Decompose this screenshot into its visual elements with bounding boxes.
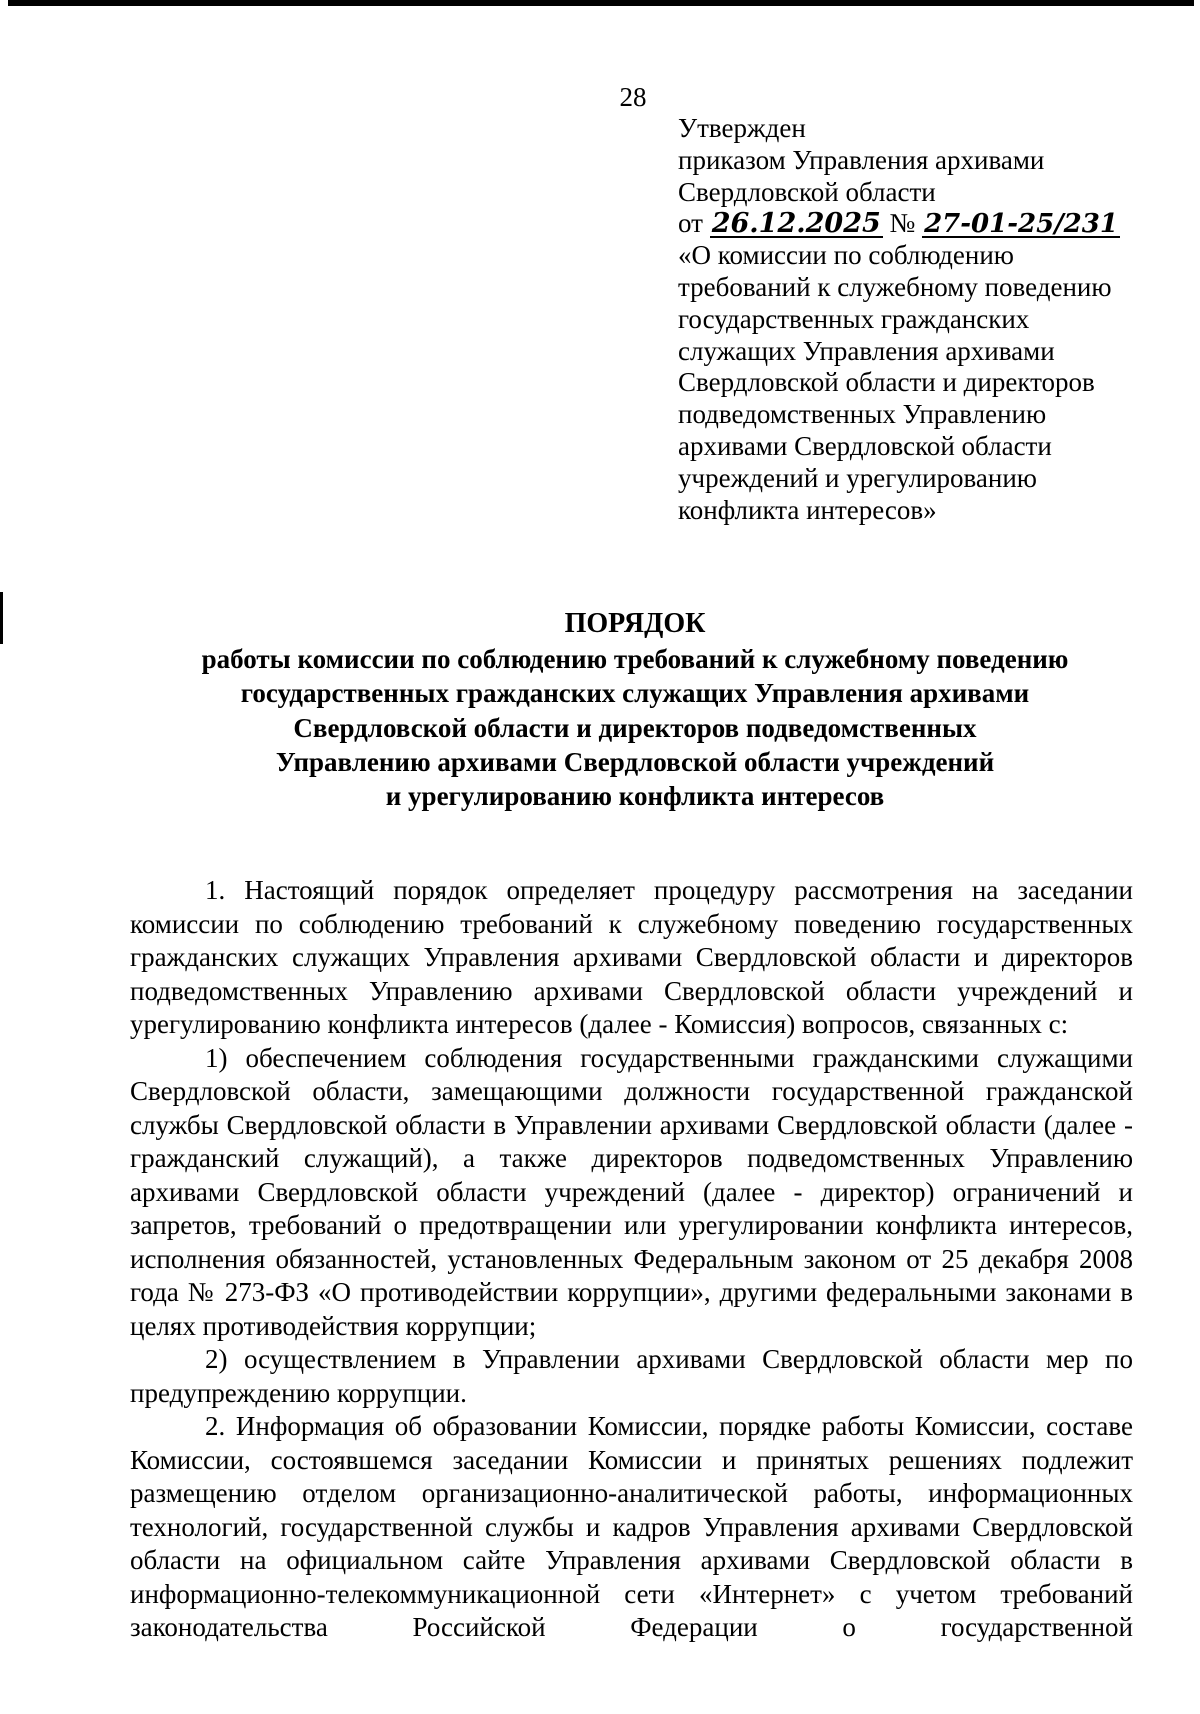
approval-stamp-block [678,113,1158,526]
order-title-line: конфликта интересов» [678,494,937,525]
order-title-line: служащих Управления архивами [678,335,1055,366]
document-body [130,874,1133,1645]
title-subline: Управлению архивами Свердловской области учреждений [275,746,995,777]
handwritten-order-number: 27-01-25/231 [924,209,1118,240]
title-subline: государственных гражданских служащих Управления архивами [240,678,1030,709]
document-title [130,606,1140,813]
date-prefix: от [678,208,703,239]
paragraph-2: 2. Информация об образовании Комиссии, порядке работы Комиссии, составе Комиссии, состоявшемся заседании Комиссии и принятых решениях подлежит размещению отделом организационно-аналитической работы, информационных технологий, государственной службы и кадров Управления архивами Свердловской области на официальном сайте Управления архивами Свердловской области в информационно-телекоммуникационной сети «Интернет» с учетом требований законодательства Российской Федерации о государственной [130,1411,1133,1642]
title-subline: Свердловской области и директоров подведомственных [293,712,977,743]
title-main: ПОРЯДОК [564,608,706,639]
handwritten-date: 26.12.2025 [711,208,881,240]
approval-line-order: приказом Управления архивами [678,144,1045,175]
paragraph-1-item-2: 2) осуществлением в Управлении архивами Свердловской области мер по предупреждению коррупции. [130,1344,1133,1408]
scan-left-mark [0,592,3,644]
order-title-line: Свердловской области и директоров [678,367,1095,398]
approval-line-region: Свердловской области [678,176,936,207]
page-number: 28 [619,82,647,112]
order-title-line: архивами Свердловской области [678,430,1052,461]
order-title-line: учреждений и урегулированию [678,462,1037,493]
title-subline: работы комиссии по соблюдению требований к служебному поведению [201,644,1069,674]
approval-date-number-line [678,208,1158,240]
number-prefix: № [889,208,916,239]
order-title-line: подведомственных Управлению [678,399,1047,430]
paragraph-1: 1. Настоящий порядок определяет процедуру рассмотрения на заседании комиссии по соблюдению требований к служебному поведению государственных гражданских служащих Управления архивами Свердловской области и директоров подведомственных Управлению архивами Свердловской области учреждений и урегулированию конфликта интересов (далее - Комиссия) вопросов, связанных с: [130,875,1133,1039]
order-title-line: «О комиссии по соблюдению [678,240,1014,271]
order-title-line: требований к служебному поведению [678,271,1112,302]
order-title-line: государственных гражданских [678,303,1030,334]
paragraph-1-item-1: 1) обеспечением соблюдения государственными гражданскими служащими Свердловской области, замещающими должности государственной гражданской службы Свердловской области в Управлении архивами Свердловской области (далее - гражданский служащий), а также директоров подведомственных Управлению архивами Свердловской области учреждений (далее - директор) ограничений и запретов, требований о предотвращении или урегулировании конфликта интересов, исполнения обязанностей, установленных Федеральным законом от 25 декабря 2008 года № 273-ФЗ «О противодействии коррупции», другими федеральными законами в целях противодействия коррупции; [130,1042,1133,1341]
scan-top-border [8,0,1194,6]
title-subline: и урегулированию конфликта интересов [385,781,885,812]
approval-line-approved: Утвержден [678,113,806,143]
